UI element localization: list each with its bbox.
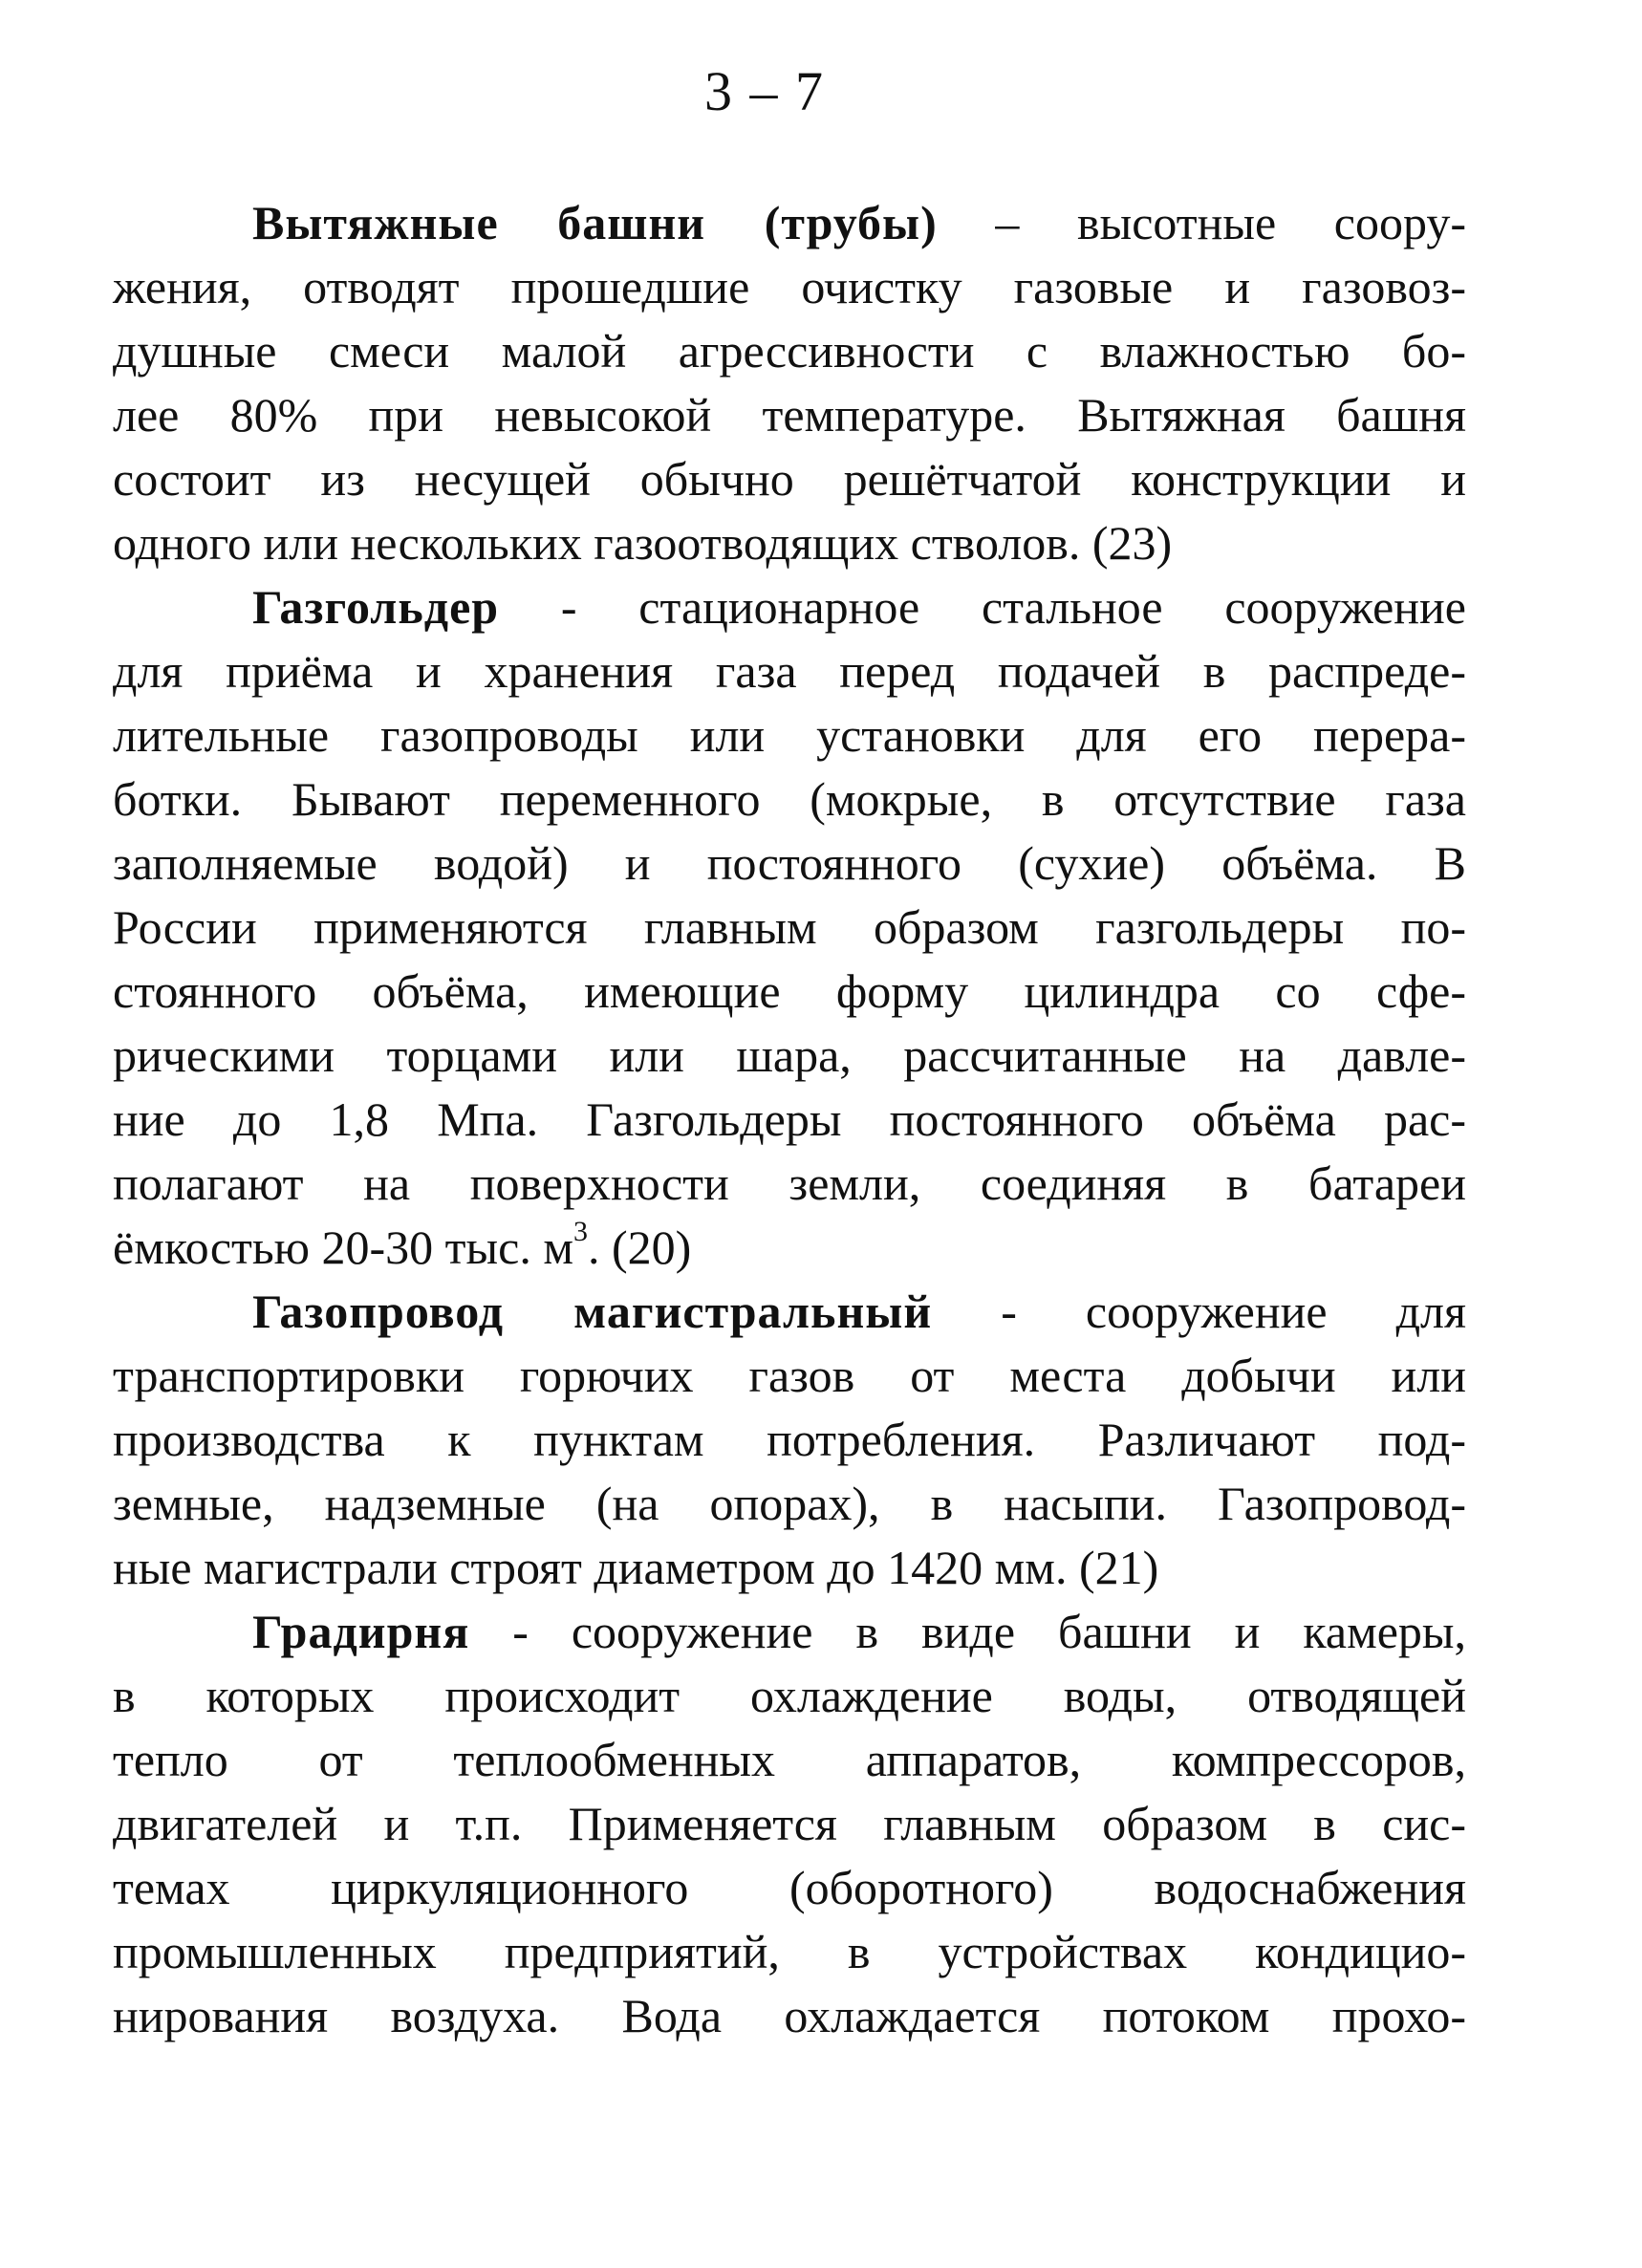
term-heading: Газопровод магистральный [252,1285,933,1338]
entry-gas-pipeline [113,1280,1466,1600]
text-line: в которых происходит охлаждение воды, отводящей [113,1669,1466,1722]
text-line: тепло от теплообменных аппаратов, компрессоров, [113,1733,1466,1786]
text-line: полагают на поверхности земли, соединяя в батареи [113,1156,1466,1210]
text-line: душные смеси малой агрессивности с влажностью бо- [113,324,1466,378]
entry-cooling-tower [113,1600,1466,2048]
entry-gasholder [113,575,1466,1280]
term-heading: Градирня [252,1605,470,1658]
term-heading: Газгольдер [252,580,500,634]
text-block [113,191,1466,2048]
term-heading: Вытяжные башни (трубы) [252,196,938,249]
definition-text: - сооружение для [932,1285,1466,1338]
text-line: заполняемые водой) и постоянного (сухие) объёма. В [113,836,1466,890]
text-line [113,1216,1466,1280]
definition-text: - стационарное стальное сооружение [499,580,1466,634]
text-line: рическими торцами или шара, рассчитанные на давле- [113,1028,1466,1082]
text-line: ние до 1,8 Мпа. Газгольдеры постоянного объёма рас- [113,1092,1466,1146]
text-line: темах циркуляционного (оборотного) водоснабжения [113,1861,1466,1914]
definition-text: - сооружение в виде башни и камеры, [469,1605,1466,1658]
text-line: двигателей и т.п. Применяется главным образом в сис- [113,1797,1466,1850]
text-line: земные, надземные (на опорах), в насыпи. Газопровод- [113,1477,1466,1530]
text-line: для приёма и хранения газа перед подачей в распреде- [113,644,1466,698]
text-line: промышленных предприятий, в устройствах кондицио- [113,1925,1466,1978]
paragraph-first-line [113,1280,1466,1344]
paragraph-first-line [113,575,1466,639]
text-line: лее 80% при невысокой температуре. Вытяжная башня [113,388,1466,442]
text-line: нирования воздуха. Вода охлаждается потоком прохо- [113,1989,1466,2042]
entry-exhaust-towers [113,191,1466,575]
definition-text: – высотные соору- [937,196,1466,249]
text-line: одного или нескольких газоотводящих стволов. (23) [113,516,1173,570]
text-line: состоит из несущей обычно решётчатой конструкции и [113,452,1466,506]
text-line: транспортировки горючих газов от места добычи или [113,1349,1466,1402]
superscript: 3 [573,1216,588,1247]
text-line: ные магистрали строят диаметром до 1420 мм. (21) [113,1541,1159,1594]
text-line: жения, отводят прошедшие очистку газовые и газовоз- [113,260,1466,313]
text-line: ботки. Бывают переменного (мокрые, в отсутствие газа [113,772,1466,826]
text-fragment: . (20) [587,1220,692,1274]
text-line: России применяются главным образом газгольдеры по- [113,900,1466,954]
text-fragment: ёмкостью 20-30 тыс. м [113,1220,573,1274]
paragraph-first-line [113,1600,1466,1664]
text-line: производства к пунктам потребления. Различают под- [113,1413,1466,1466]
text-line: стоянного объёма, имеющие форму цилиндра со сфе- [113,964,1466,1018]
text-line: лительные газопроводы или установки для его перера- [113,708,1466,762]
paragraph-first-line [113,191,1466,255]
page-number: 3 – 7 [704,60,825,122]
